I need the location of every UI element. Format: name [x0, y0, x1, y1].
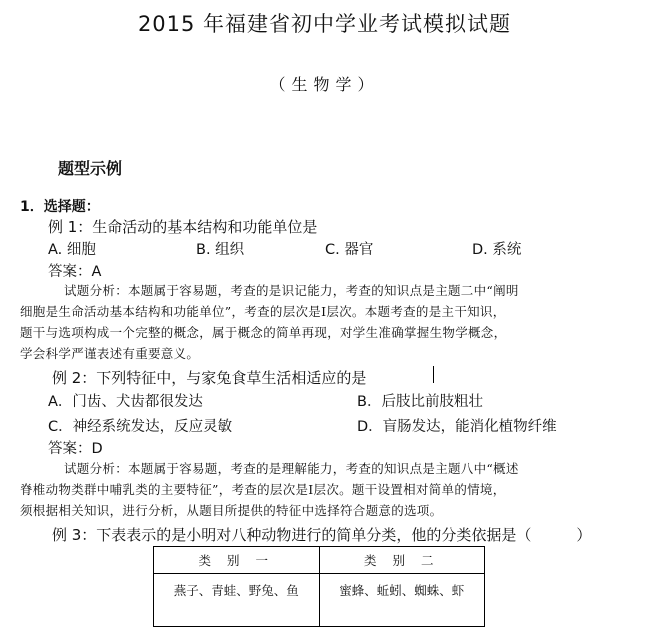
table-cell-category-1: 燕子、青蛙、野兔、鱼 — [154, 574, 320, 627]
example1-analysis-line: 细胞是生命活动基本结构和功能单位”，考查的层次是Ⅰ层次。本题考查的是主干知识， — [20, 304, 506, 319]
table-header-category-2: 类 别 二 — [319, 547, 485, 574]
table-header-category-1: 类 别 一 — [154, 547, 320, 574]
example2-stem: 例 2：下列特征中，与家兔食草生活相适应的是 — [52, 369, 367, 387]
example1-stem: 例 1：生命活动的基本结构和功能单位是 — [48, 218, 318, 236]
example2-answer: 答案：D — [48, 441, 103, 457]
example2-option-b: B．后肢比前肢粗壮 — [357, 394, 483, 410]
example3-stem: 例 3：下表表示的是小明对八种动物进行的简单分类，他的分类依据是（ ） — [52, 526, 592, 544]
example2-option-c: C．神经系统发达，反应灵敏 — [48, 419, 233, 435]
text-cursor — [433, 366, 434, 383]
example1-option-b: B. 组织 — [196, 242, 245, 258]
example1-option-c: C. 器官 — [325, 242, 374, 258]
exam-title: 2015 年福建省初中学业考试模拟试题 — [137, 12, 512, 36]
example2-option-a: A．门齿、犬齿都很发达 — [48, 394, 203, 410]
example2-analysis-line: 脊椎动物类群中哺乳类的主要特征”，考查的层次是Ⅰ层次。题干设置相对简单的情境， — [20, 482, 506, 497]
section-heading: 题型示例 — [58, 159, 123, 178]
example1-analysis-line: 题干与选项构成一个完整的概念，属于概念的简单再现，对学生准确掌握生物学概念， — [20, 325, 507, 340]
example2-option-d: D．盲肠发达，能消化植物纤维 — [357, 419, 557, 435]
question-type-heading: 1．选择题： — [20, 199, 100, 215]
example1-answer: 答案：A — [48, 264, 102, 280]
exam-subtitle: （生物学） — [269, 75, 380, 94]
table-cell-category-2: 蜜蜂、蚯蚓、蜘蛛、虾 — [319, 574, 485, 627]
example2-analysis-line: 试题分析：本题属于容易题，考查的是理解能力，考查的知识点是主题八中“概述 — [64, 461, 519, 476]
classification-table — [153, 546, 485, 627]
example1-analysis-line: 试题分析：本题属于容易题，考查的是识记能力，考查的知识点是主题二中“阐明 — [64, 283, 519, 298]
example1-option-a: A. 细胞 — [48, 242, 96, 258]
example1-option-d: D. 系统 — [472, 242, 522, 258]
example1-analysis-line: 学会科学严谨表述有重要意义。 — [20, 346, 200, 361]
example2-analysis-line: 须根据相关知识，进行分析，从题目所提供的特征中选择符合题意的选项。 — [20, 503, 443, 518]
